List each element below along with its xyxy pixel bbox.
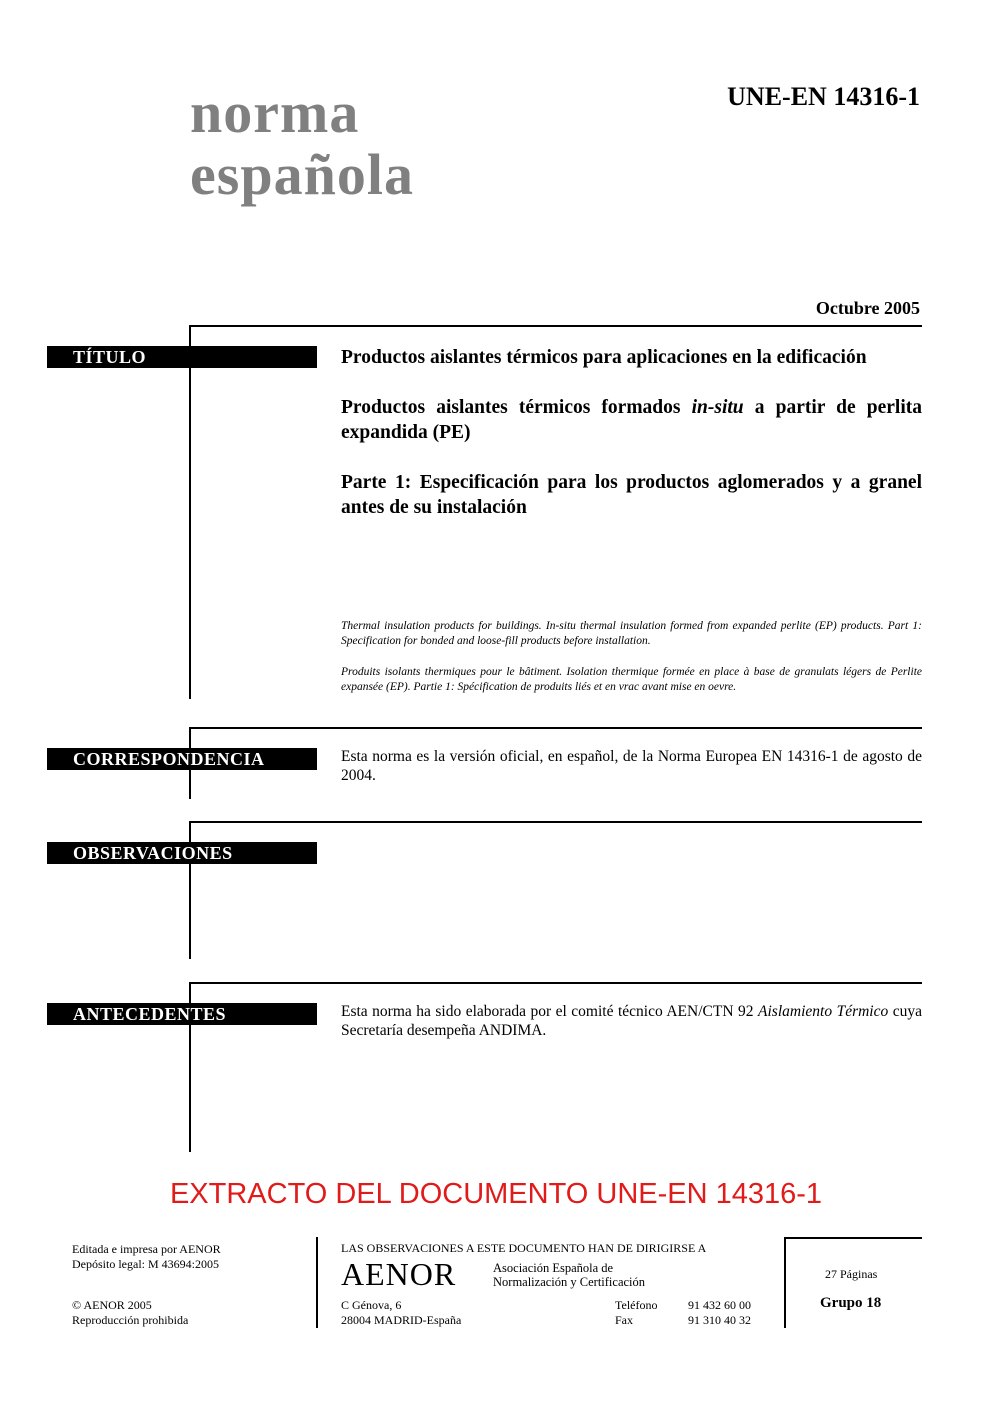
section-divider: [189, 325, 922, 327]
label-correspondencia: CORRESPONDENCIA: [47, 748, 317, 770]
standard-code: UNE-EN 14316-1: [727, 82, 920, 111]
title-main: Productos aislantes térmicos para aplicaciones en la edificación: [341, 347, 867, 368]
footer-pages: 27 Páginas: [825, 1267, 878, 1281]
title-part: Parte 1: Especificación para los productos aglomerados y a granel antes de su instalación: [341, 472, 922, 518]
title-french: Produits isolants thermiques pour le bâtiment. Isolation thermique formée en place à base de granulats légers de Perlite expansée (EP). Partie 1: Spécification de produits liés et en vrac avant mise en oevre.: [341, 666, 922, 693]
footer-box-left: [784, 1237, 786, 1328]
section-vertical-rule: [189, 325, 191, 699]
footer-deposito: Depósito legal: M 43694:2005: [72, 1257, 219, 1271]
footer-divider-left: [316, 1237, 318, 1328]
aenor-full-name: Asociación Española de Normalización y Certificación: [493, 1261, 646, 1289]
label-antecedentes: ANTECEDENTES: [47, 1003, 317, 1025]
aenor-logo-word: AENOR: [341, 1256, 457, 1292]
extract-banner: EXTRACTO DEL DOCUMENTO UNE-EN 14316-1: [169, 1178, 823, 1210]
title-english: Thermal insulation products for buildings. In-situ thermal insulation formed from expanded perlite (EP) products. Part 1: Specification for bonded and loose-fill products before installation.: [341, 620, 922, 647]
footer-reproduccion: Reproducción prohibida: [72, 1313, 189, 1327]
footer-address-2: 28004 MADRID-España: [341, 1313, 462, 1327]
footer-fax-label: Fax: [615, 1313, 633, 1327]
footer-observaciones-note: LAS OBSERVACIONES A ESTE DOCUMENTO HAN DE DIRIGIRSE A: [341, 1241, 707, 1255]
footer-group: Grupo 18: [820, 1295, 882, 1311]
footer-copyright: © AENOR 2005: [72, 1298, 152, 1312]
section-divider: [189, 821, 922, 823]
publication-date: Octubre 2005: [815, 298, 920, 318]
footer-edited: Editada e impresa por AENOR: [72, 1242, 221, 1256]
title-sub: Productos aislantes térmicos formados in-situ a partir de perlita expandida (PE): [341, 397, 923, 443]
label-observaciones: OBSERVACIONES: [47, 842, 317, 864]
footer-box-top: [784, 1237, 922, 1239]
section-divider: [189, 982, 922, 984]
antecedentes-text: Esta norma ha sido elaborada por el comité técnico AEN/CTN 92 Aislamiento Térmico cuya Secretaría desempeña ANDIMA.: [341, 1003, 923, 1039]
footer-address-1: C Génova, 6: [341, 1298, 402, 1312]
footer-tel-label: Teléfono: [615, 1298, 658, 1312]
correspondencia-text: Esta norma es la versión oficial, en español, de la Norma Europea EN 14316-1 de agosto de 2004.: [341, 748, 922, 784]
brand-line-1: norma: [190, 80, 360, 145]
footer-tel: 91 432 60 00: [688, 1298, 751, 1312]
label-titulo: TÍTULO: [47, 346, 317, 368]
footer-fax: 91 310 40 32: [688, 1313, 751, 1327]
brand-line-2: española: [190, 142, 414, 207]
section-divider: [189, 727, 922, 729]
